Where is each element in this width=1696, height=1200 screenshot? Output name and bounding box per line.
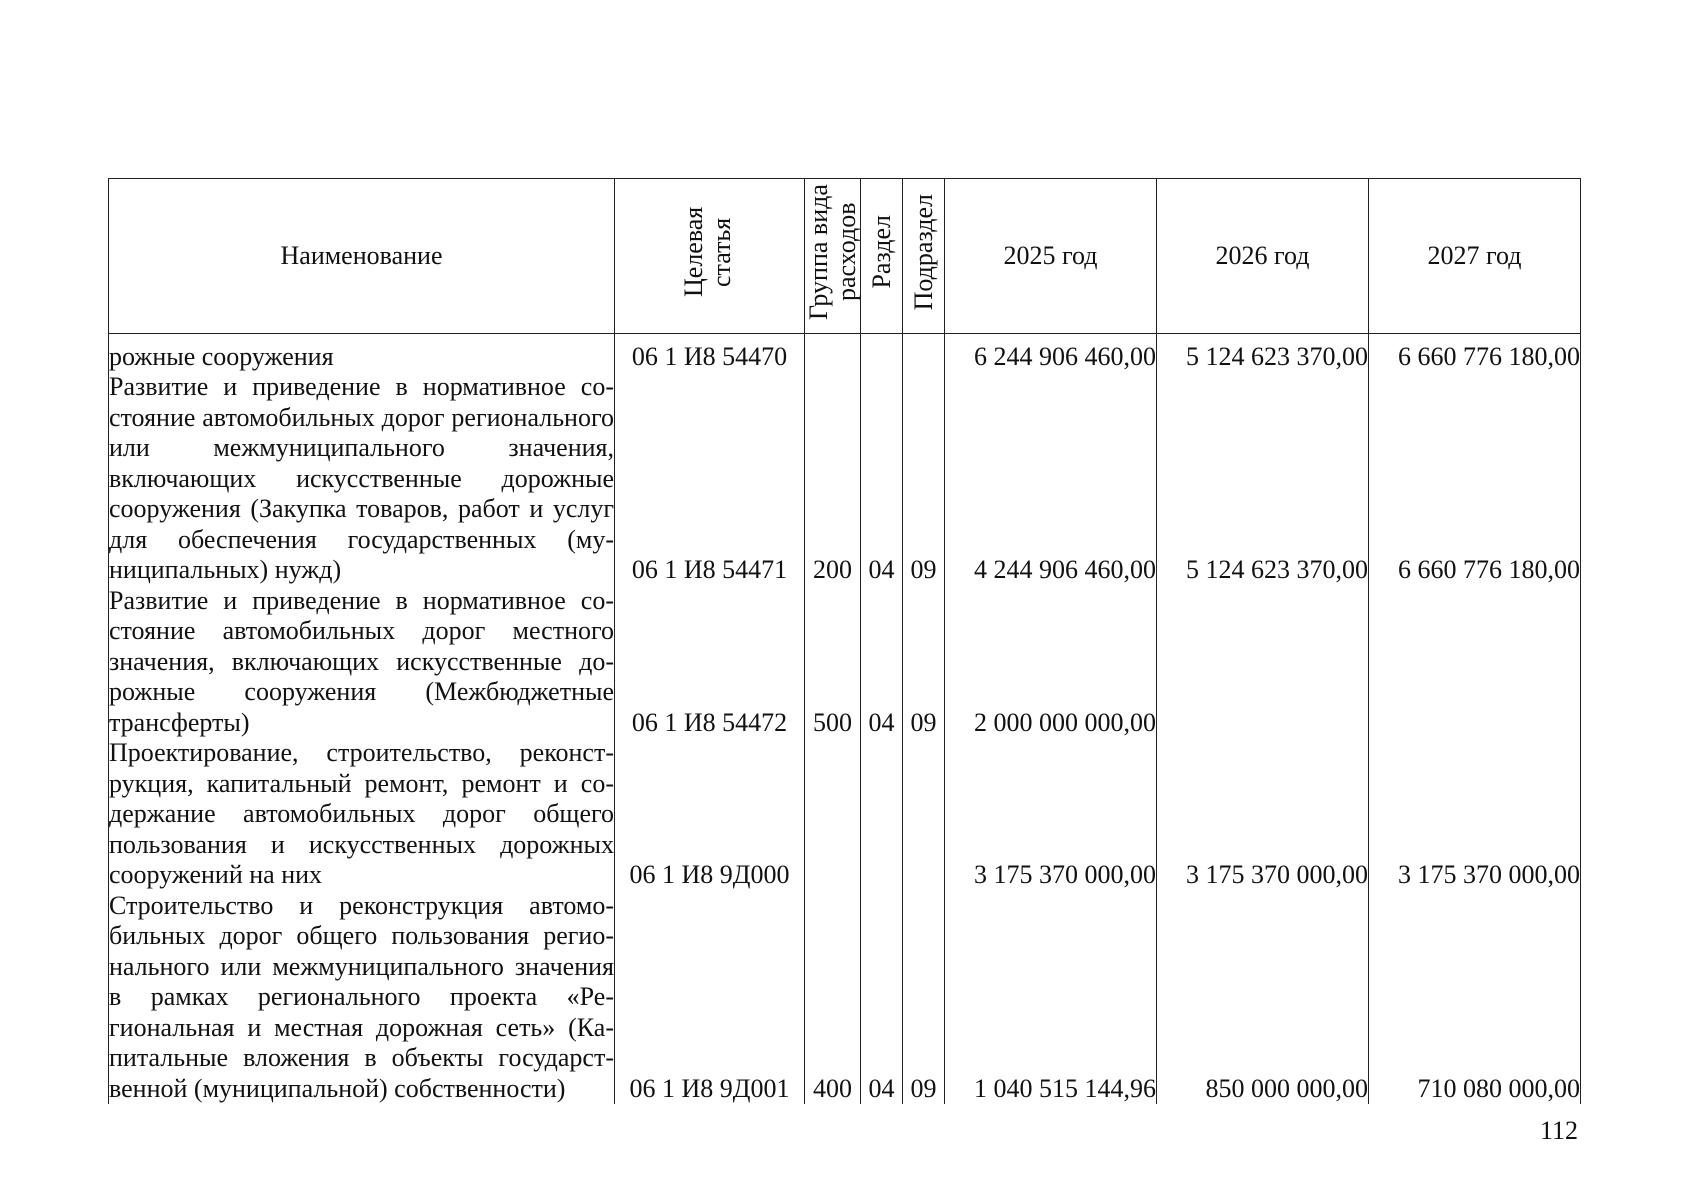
row-subsection bbox=[903, 738, 945, 891]
row-section: 04 bbox=[861, 891, 903, 1105]
row-amount-2026 bbox=[1157, 586, 1369, 739]
header-name: Наименование bbox=[109, 179, 615, 334]
row-name: Строительство и реконструкция автомобильных дорог общего пользования регионального или межмуниципального значения в рамках регионального проекта «Региональная и местная дорожная сеть» (Капитальные вложения в объекты государственной (муниципальной) собственности) bbox=[109, 890, 614, 1103]
row-subsection: 09 bbox=[903, 586, 945, 739]
header-section: Раздел bbox=[861, 179, 903, 334]
table-header-row bbox=[109, 179, 1581, 334]
row-amount-2025: 6 244 906 460,00 bbox=[945, 333, 1157, 372]
table-row bbox=[109, 372, 1581, 586]
row-amount-2026: 5 124 623 370,00 bbox=[1157, 333, 1369, 372]
row-amount-2027: 6 660 776 180,00 bbox=[1369, 333, 1581, 372]
row-amount-2027 bbox=[1369, 586, 1581, 739]
row-subsection bbox=[903, 333, 945, 372]
row-section: 04 bbox=[861, 372, 903, 586]
table-row bbox=[109, 333, 1581, 372]
header-year-2027: 2027 год bbox=[1369, 179, 1581, 334]
row-target-item: 06 1 И8 54471 bbox=[615, 372, 805, 586]
row-amount-2025: 4 244 906 460,00 bbox=[945, 372, 1157, 586]
row-amount-2027: 6 660 776 180,00 bbox=[1369, 372, 1581, 586]
row-section bbox=[861, 333, 903, 372]
row-amount-2027: 710 080 000,00 bbox=[1369, 891, 1581, 1105]
row-expense-group bbox=[805, 333, 861, 372]
header-year-2025: 2025 год bbox=[945, 179, 1157, 334]
row-amount-2026: 5 124 623 370,00 bbox=[1157, 372, 1369, 586]
table-row bbox=[109, 586, 1581, 739]
header-expense-group: Группа вида расходов bbox=[805, 179, 861, 334]
row-name: Развитие и приведение в нормативное состояние автомобильных дорог местного значения, включающих искусственные дорожные сооружения (Межбюджетные трансферты) bbox=[109, 585, 614, 737]
row-amount-2026: 850 000 000,00 bbox=[1157, 891, 1369, 1105]
row-name: Проектирование, строительство, реконструкция, капитальный ремонт, ремонт и содержание автомобильных дорог общего пользования и искусственных дорожных сооружений на них bbox=[109, 738, 614, 889]
row-expense-group: 500 bbox=[805, 586, 861, 739]
row-amount-2025: 2 000 000 000,00 bbox=[945, 586, 1157, 739]
page-number: 112 bbox=[1539, 1116, 1578, 1145]
row-amount-2025: 1 040 515 144,96 bbox=[945, 891, 1157, 1105]
row-section: 04 bbox=[861, 586, 903, 739]
row-expense-group bbox=[805, 738, 861, 891]
row-amount-2027: 3 175 370 000,00 bbox=[1369, 738, 1581, 891]
table-row bbox=[109, 738, 1581, 891]
row-expense-group: 400 bbox=[805, 891, 861, 1105]
table-row bbox=[109, 891, 1581, 1105]
row-name: Развитие и приведение в нормативное состояние автомобильных дорог регионального или межмуниципального значения, включающих искусственные дорожные сооружения (Закупка товаров, работ и услуг для обеспечения государственных (муниципальных) нужд) bbox=[109, 372, 614, 584]
row-section bbox=[861, 738, 903, 891]
header-target-item: Целевая статья bbox=[615, 179, 805, 334]
header-subsection: Подраздел bbox=[903, 179, 945, 334]
row-expense-group: 200 bbox=[805, 372, 861, 586]
row-subsection: 09 bbox=[903, 372, 945, 586]
row-target-item: 06 1 И8 9Д000 bbox=[615, 738, 805, 891]
row-target-item: 06 1 И8 54470 bbox=[615, 333, 805, 372]
row-subsection: 09 bbox=[903, 891, 945, 1105]
row-target-item: 06 1 И8 9Д001 bbox=[615, 891, 805, 1105]
row-target-item: 06 1 И8 54472 bbox=[615, 586, 805, 739]
header-year-2026: 2026 год bbox=[1157, 179, 1369, 334]
row-name: рожные сооружения bbox=[109, 333, 615, 372]
budget-table bbox=[108, 178, 1581, 1104]
row-amount-2025: 3 175 370 000,00 bbox=[945, 738, 1157, 891]
row-amount-2026: 3 175 370 000,00 bbox=[1157, 738, 1369, 891]
